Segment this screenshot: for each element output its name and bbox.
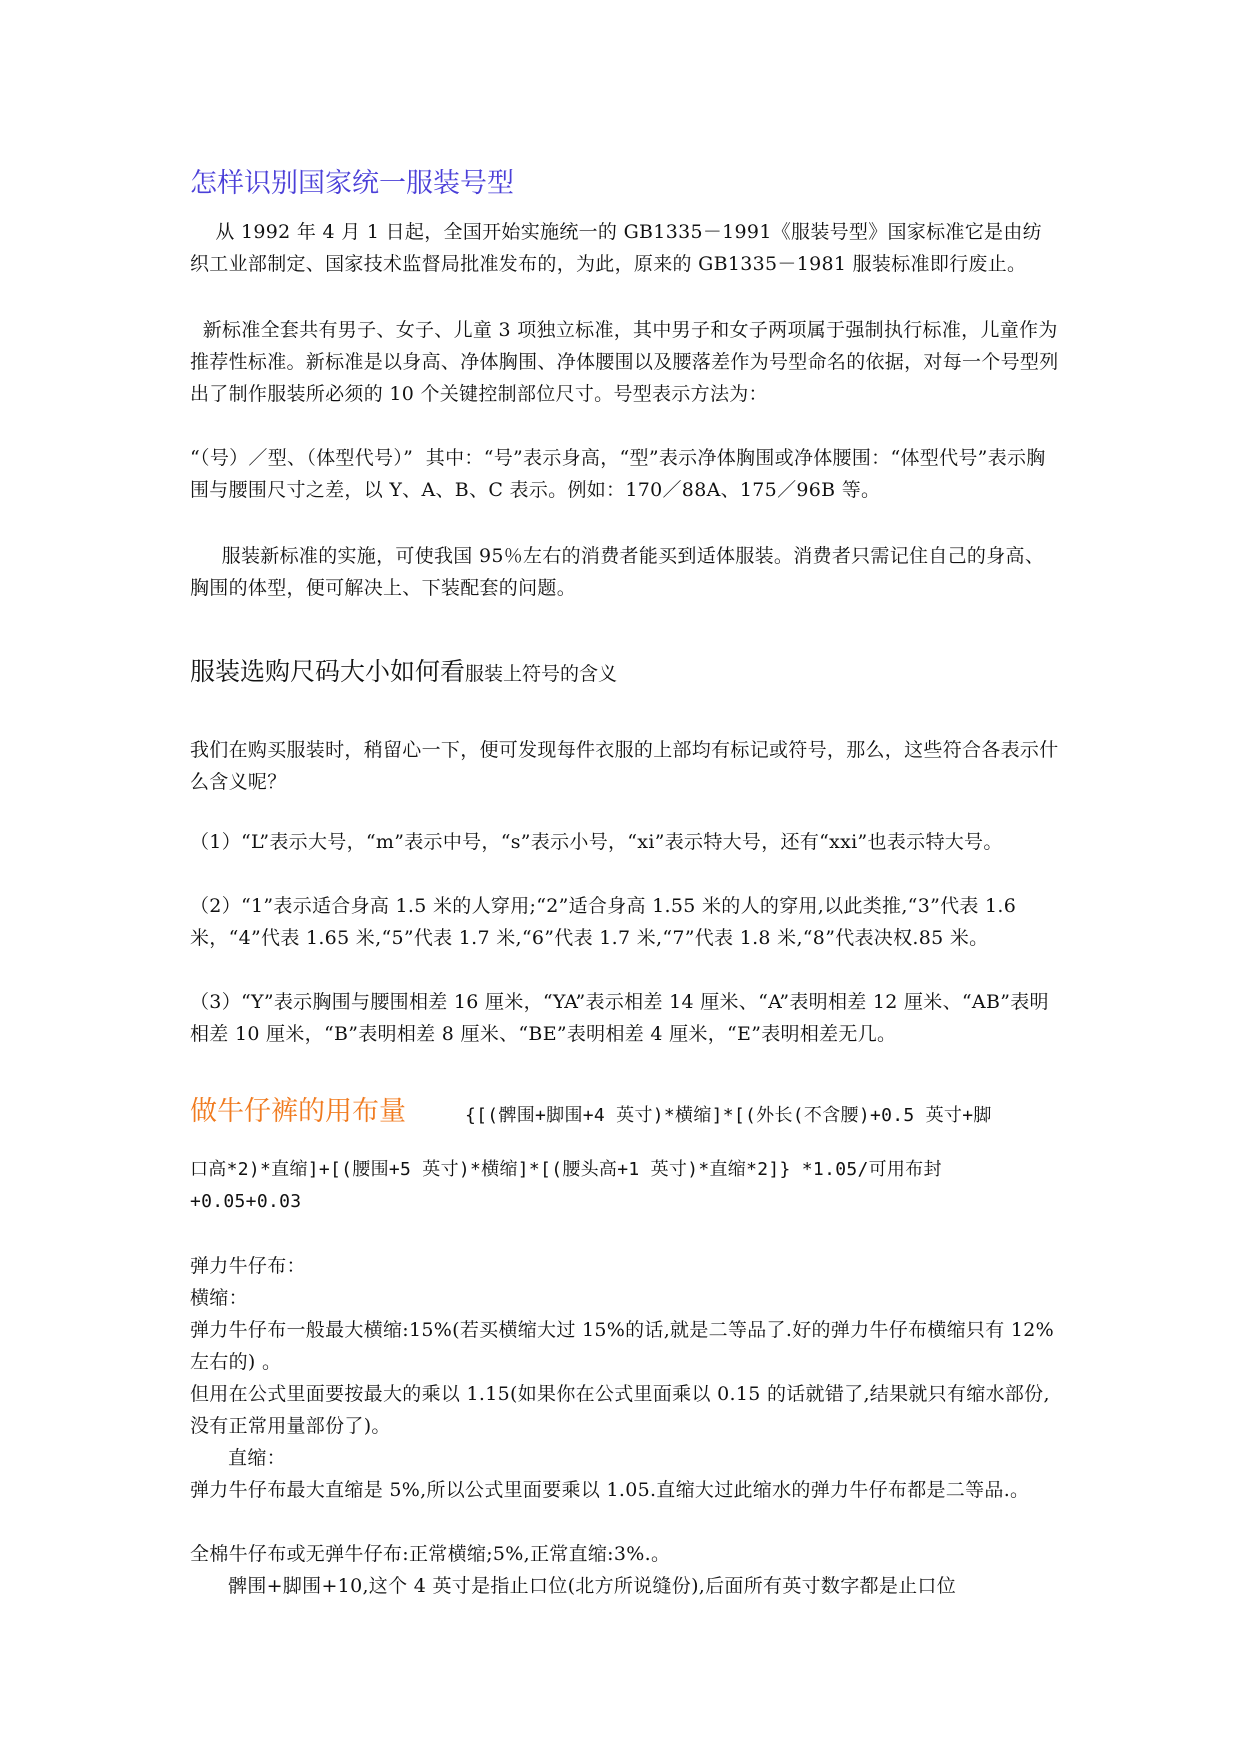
section2-title-sub: 服装上符号的含义 <box>465 663 618 685</box>
section3-title: 做牛仔裤的用布量 <box>190 1096 406 1127</box>
denim-elastic-label: 弹力牛仔布： <box>190 1255 306 1277</box>
formula-line-3: +0.05+0.03 <box>190 1191 302 1212</box>
horizontal-shrink-label: 横缩： <box>190 1287 248 1309</box>
vertical-shrink-label: 直缩： <box>190 1447 286 1469</box>
horizontal-shrink-text: 弹力牛仔布一般最大横缩:15%(若买横缩大过 15%的话,就是二等品了.好的弹力牛仔布横缩只有 12%左右的) 。 <box>190 1319 1054 1373</box>
formula-line-1: {[(髀围+脚围+4 英寸)*横缩]*[(外长(不含腰)+0.5 英寸+脚 <box>465 1105 992 1126</box>
section2-title <box>190 656 617 690</box>
seam-allowance-text: 髀围+脚围+10,这个 4 英寸是指止口位(北方所说缝份),后面所有英寸数字都是止口位 <box>190 1575 957 1597</box>
formula-usage-text: 但用在公式里面要按最大的乘以 1.15(如果你在公式里面乘以 0.15 的话就错了,结果就只有缩水部份,没有正常用量部份了)。 <box>190 1383 1050 1437</box>
section1-title: 怎样识别国家统一服装号型 <box>190 168 514 199</box>
vertical-shrink-text: 弹力牛仔布最大直缩是 5%,所以公式里面要乘以 1.05.直缩大过此缩水的弹力牛仔布都是二等品.。 <box>190 1479 1030 1501</box>
formula-line-2: 口高*2)*直缩]+[(腰围+5 英寸)*横缩]*[(腰头高+1 英寸)*直缩*2]} *1.05/可用布封 <box>190 1159 942 1180</box>
section1-paragraph-2: 新标准全套共有男子、女子、儿童 3 项独立标准，其中男子和女子两项属于强制执行标准，儿童作为推荐性标准。新标准是以身高、净体胸围、净体腰围以及腰落差作为号型命名的依据，对每一个号型列出了制作服装所必须的 10 个关键控制部位尺寸。号型表示方法为： <box>190 319 1059 405</box>
section1-paragraph-1: 从 1992 年 4 月 1 日起，全国开始实施统一的 GB1335－1991《服装号型》国家标准它是由纺织工业部制定、国家技术监督局批准发布的，为此，原来的 GB1335－1981 服装标准即行废止。 <box>190 221 1042 275</box>
section2-item-3: （3）“Y”表示胸围与腰围相差 16 厘米，“YA”表示相差 14 厘米、“A”表明相差 12 厘米、“AB”表明相差 10 厘米，“B”表明相差 8 厘米、“BE”表明相差 4 厘米，“E”表明相差无几。 <box>190 991 1049 1045</box>
section2-item-2: （2）“1”表示适合身高 1.5 米的人穿用;“2”适合身高 1.55 米的人的穿用,以此类推,“3”代表 1.6 米，“4”代表 1.65 米,“5”代表 1.7 米,“6”代表 1.7 米,“7”代表 1.8 米,“8”代表决权.85 米。 <box>190 895 1023 949</box>
section2-title-main: 服装选购尺码大小如何看 <box>190 657 466 686</box>
section1-paragraph-3: “（号）／型、（体型代号）” 其中：“号”表示身高，“型”表示净体胸围或净体腰围：“体型代号”表示胸围与腰围尺寸之差，以 Y、A、B、C 表示。例如：170／88A、175／96B 等。 <box>190 447 1046 501</box>
section1-paragraph-4: 服装新标准的实施，可使我国 95％左右的消费者能买到适体服装。消费者只需记住自己的身高、胸围的体型，便可解决上、下装配套的问题。 <box>190 545 1045 599</box>
cotton-denim-text: 全棉牛仔布或无弹牛仔布:正常横缩;5%,正常直缩:3%.。 <box>190 1543 671 1565</box>
section2-item-1: （1）“L”表示大号，“m”表示中号，“s”表示小号，“xi”表示特大号，还有“xxi”也表示特大号。 <box>190 831 1003 853</box>
section2-paragraph-1: 我们在购买服装时，稍留心一下，便可发现每件衣服的上部均有标记或符号，那么，这些符合各表示什么含义呢？ <box>190 739 1059 793</box>
